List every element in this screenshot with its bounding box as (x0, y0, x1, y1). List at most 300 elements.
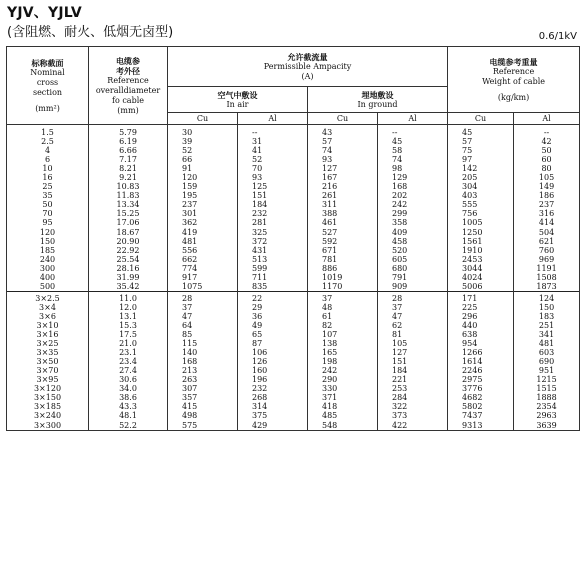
table-row (7, 291, 580, 303)
table-cell: 159 (168, 182, 238, 191)
table-cell: 1266 (448, 348, 514, 357)
table-cell: 50 (514, 146, 580, 155)
table-row (7, 237, 580, 246)
table-cell: 160 (238, 366, 308, 375)
table-cell: 58 (378, 146, 448, 155)
table-row (7, 264, 580, 273)
table-cell: 18.67 (89, 228, 168, 237)
table-cell: 2963 (514, 411, 580, 420)
table-cell: 304 (448, 182, 514, 191)
table-cell: 1005 (448, 218, 514, 227)
table-cell: -- (238, 125, 308, 138)
table-row (7, 402, 580, 411)
table-cell: 316 (514, 209, 580, 218)
table-cell: 138 (308, 339, 378, 348)
table-row (7, 282, 580, 292)
table-cell: 3×70 (7, 366, 89, 375)
table-cell: 3×120 (7, 384, 89, 393)
table-cell: 341 (514, 330, 580, 339)
table-cell: 1170 (308, 282, 378, 292)
table-cell: 221 (378, 375, 448, 384)
table-cell: 52 (238, 155, 308, 164)
table-cell: 41 (238, 146, 308, 155)
table-cell: 10 (7, 164, 89, 173)
table-cell: 917 (168, 273, 238, 282)
table-cell: 5802 (448, 402, 514, 411)
table-cell: 22.92 (89, 246, 168, 255)
table-cell: 91 (168, 164, 238, 173)
table-cell: 290 (308, 375, 378, 384)
table-cell: 2975 (448, 375, 514, 384)
table-cell: 168 (168, 357, 238, 366)
table-cell: 6 (7, 155, 89, 164)
table-cell: 120 (168, 173, 238, 182)
table-cell: 13.34 (89, 200, 168, 209)
table-cell: 781 (308, 255, 378, 264)
table-cell: 1075 (168, 282, 238, 292)
table-cell: 43.3 (89, 402, 168, 411)
table-cell: 196 (238, 375, 308, 384)
table-cell: 13.1 (89, 312, 168, 321)
table-cell: 6.19 (89, 137, 168, 146)
table-cell: 6.66 (89, 146, 168, 155)
table-cell: 42 (514, 137, 580, 146)
table-cell: 25.54 (89, 255, 168, 264)
table-cell: 39 (168, 137, 238, 146)
table-cell: 268 (238, 393, 308, 402)
header-section: 标称截面 Nominal cross section (mm²) (7, 47, 89, 125)
table-cell: 7.17 (89, 155, 168, 164)
table-row (7, 173, 580, 182)
table-cell: 330 (308, 384, 378, 393)
table-row (7, 303, 580, 312)
table-cell: 151 (378, 357, 448, 366)
table-cell: 50 (7, 200, 89, 209)
table-cell: 70 (238, 164, 308, 173)
table-cell: 184 (378, 366, 448, 375)
table-cell: 37 (308, 291, 378, 303)
table-cell: 15.3 (89, 321, 168, 330)
table-cell: 296 (448, 312, 514, 321)
table-row (7, 246, 580, 255)
table-cell: 93 (308, 155, 378, 164)
table-cell: 1.5 (7, 125, 89, 138)
table-cell: 2354 (514, 402, 580, 411)
table-cell: 592 (308, 237, 378, 246)
header-ampacity: 允许截流量 Permissible Ampacity (A) (168, 47, 448, 87)
table-cell: 62 (378, 321, 448, 330)
table-cell: 186 (514, 191, 580, 200)
table-cell: 15.25 (89, 209, 168, 218)
table-cell: 202 (378, 191, 448, 200)
table-cell: 22 (238, 291, 308, 303)
table-cell: 25 (7, 182, 89, 191)
table-cell: 81 (378, 330, 448, 339)
table-cell: 216 (308, 182, 378, 191)
table-cell: 150 (7, 237, 89, 246)
table-cell: 3044 (448, 264, 514, 273)
table-cell: 357 (168, 393, 238, 402)
table-cell: 403 (448, 191, 514, 200)
table-cell: 95 (7, 218, 89, 227)
table-row (7, 155, 580, 164)
table-cell: 28 (168, 291, 238, 303)
table-row (7, 218, 580, 227)
table-cell: 951 (514, 366, 580, 375)
table-cell: 690 (514, 357, 580, 366)
table-cell: 388 (308, 209, 378, 218)
table-cell: 93 (238, 173, 308, 182)
table-cell: 251 (514, 321, 580, 330)
table-cell: 48 (308, 303, 378, 312)
table-cell: 498 (168, 411, 238, 420)
table-cell: 127 (378, 348, 448, 357)
table-cell: 237 (514, 200, 580, 209)
table-cell: 66 (168, 155, 238, 164)
table-row (7, 200, 580, 209)
table-cell: 400 (7, 273, 89, 282)
table-cell: 835 (238, 282, 308, 292)
table-cell: 599 (238, 264, 308, 273)
table-cell: 232 (238, 384, 308, 393)
table-cell: 3×25 (7, 339, 89, 348)
table-cell: 461 (308, 218, 378, 227)
table-cell: 107 (308, 330, 378, 339)
table-cell: 31 (238, 137, 308, 146)
table-row (7, 228, 580, 237)
table-cell: 7437 (448, 411, 514, 420)
table-cell: 325 (238, 228, 308, 237)
table-cell: 23.4 (89, 357, 168, 366)
table-cell: 17.5 (89, 330, 168, 339)
table-cell: 1873 (514, 282, 580, 292)
table-cell: 165 (308, 348, 378, 357)
table-cell: 485 (308, 411, 378, 420)
table-cell: 195 (168, 191, 238, 200)
table-cell: 38.6 (89, 393, 168, 402)
table-cell: 125 (238, 182, 308, 191)
header-air-al: Al (238, 113, 308, 125)
table-cell: 3×2.5 (7, 291, 89, 303)
table-cell: 127 (308, 164, 378, 173)
table-row (7, 366, 580, 375)
table-cell: 3×6 (7, 312, 89, 321)
table-cell: 284 (378, 393, 448, 402)
table-cell: 240 (7, 255, 89, 264)
table-cell: 4682 (448, 393, 514, 402)
table-cell: 30 (168, 125, 238, 138)
voltage-rating: 0.6/1kV (538, 31, 577, 42)
table-cell: 1614 (448, 357, 514, 366)
table-row (7, 348, 580, 357)
table-cell: 11.83 (89, 191, 168, 200)
table-cell: 375 (238, 411, 308, 420)
table-cell: 711 (238, 273, 308, 282)
table-cell: 440 (448, 321, 514, 330)
table-cell: 106 (238, 348, 308, 357)
table-cell: 57 (448, 137, 514, 146)
table-cell: 20.90 (89, 237, 168, 246)
table-cell: -- (378, 125, 448, 138)
table-cell: 409 (378, 228, 448, 237)
table-cell: 12.0 (89, 303, 168, 312)
table-cell: 556 (168, 246, 238, 255)
table-cell: 48.1 (89, 411, 168, 420)
table-cell: 418 (308, 402, 378, 411)
header-weight-cu: Cu (448, 113, 514, 125)
table-cell: 115 (168, 339, 238, 348)
table-cell: 74 (308, 146, 378, 155)
table-cell: 168 (378, 182, 448, 191)
table-cell: 504 (514, 228, 580, 237)
table-cell: 1019 (308, 273, 378, 282)
table-cell: 75 (448, 146, 514, 155)
table-cell: 52.2 (89, 421, 168, 431)
table-row (7, 312, 580, 321)
table-cell: 621 (514, 237, 580, 246)
table-cell: 1561 (448, 237, 514, 246)
table-cell: 140 (168, 348, 238, 357)
table-row (7, 411, 580, 420)
table-cell: 1191 (514, 264, 580, 273)
table-row (7, 393, 580, 402)
table-cell: 98 (378, 164, 448, 173)
table-cell: 3×10 (7, 321, 89, 330)
table-cell: 232 (238, 209, 308, 218)
table-cell: 301 (168, 209, 238, 218)
table-cell: 213 (168, 366, 238, 375)
table-cell: 605 (378, 255, 448, 264)
table-cell: 527 (308, 228, 378, 237)
table-cell: 419 (168, 228, 238, 237)
table-cell: 253 (378, 384, 448, 393)
table-cell: 82 (308, 321, 378, 330)
table-cell: 791 (378, 273, 448, 282)
table-row (7, 375, 580, 384)
table-cell: 97 (448, 155, 514, 164)
header-in-air: 空气中敷设 In air (168, 87, 308, 113)
table-cell: 47 (168, 312, 238, 321)
table-cell: 2246 (448, 366, 514, 375)
table-cell: 237 (168, 200, 238, 209)
table-row (7, 357, 580, 366)
cable-spec-table (6, 46, 580, 431)
table-cell: 311 (308, 200, 378, 209)
table-cell: 1888 (514, 393, 580, 402)
table-cell: 431 (238, 246, 308, 255)
table-cell: 671 (308, 246, 378, 255)
table-cell: 481 (514, 339, 580, 348)
table-cell: 307 (168, 384, 238, 393)
table-cell: 184 (238, 200, 308, 209)
table-cell: 36 (238, 312, 308, 321)
table-cell: 11.0 (89, 291, 168, 303)
table-row (7, 255, 580, 264)
table-cell: 774 (168, 264, 238, 273)
table-cell: 2.5 (7, 137, 89, 146)
table-row (7, 339, 580, 348)
table-cell: 2453 (448, 255, 514, 264)
table-cell: 555 (448, 200, 514, 209)
table-cell: 638 (448, 330, 514, 339)
table-cell: 183 (514, 312, 580, 321)
table-cell: 150 (514, 303, 580, 312)
table-cell: 429 (238, 421, 308, 431)
table-cell: 281 (238, 218, 308, 227)
table-cell: 1508 (514, 273, 580, 282)
table-cell: 61 (308, 312, 378, 321)
table-cell: 261 (308, 191, 378, 200)
table-cell: 16 (7, 173, 89, 182)
table-cell: 85 (168, 330, 238, 339)
table-cell: 28 (378, 291, 448, 303)
header-air-cu: Cu (168, 113, 238, 125)
table-cell: 422 (378, 421, 448, 431)
table-cell: 43 (308, 125, 378, 138)
table-row (7, 384, 580, 393)
table-cell: 171 (448, 291, 514, 303)
table-cell: 242 (378, 200, 448, 209)
table-cell: 760 (514, 246, 580, 255)
table-cell: -- (514, 125, 580, 138)
table-cell: 371 (308, 393, 378, 402)
table-cell: 299 (378, 209, 448, 218)
table-row (7, 421, 580, 431)
table-cell: 3×185 (7, 402, 89, 411)
table-cell: 17.06 (89, 218, 168, 227)
table-cell: 242 (308, 366, 378, 375)
table-cell: 8.21 (89, 164, 168, 173)
table-cell: 124 (514, 291, 580, 303)
header-ground-al: Al (378, 113, 448, 125)
table-cell: 414 (514, 218, 580, 227)
table-cell: 322 (378, 402, 448, 411)
page-title: YJV、YJLV (7, 5, 82, 21)
table-cell: 225 (448, 303, 514, 312)
table-cell: 37 (378, 303, 448, 312)
table-cell: 205 (448, 173, 514, 182)
table-cell: 969 (514, 255, 580, 264)
table-cell: 198 (308, 357, 378, 366)
table-cell: 74 (378, 155, 448, 164)
table-cell: 5.79 (89, 125, 168, 138)
table-cell: 372 (238, 237, 308, 246)
table-row (7, 182, 580, 191)
table-cell: 185 (7, 246, 89, 255)
table-cell: 45 (448, 125, 514, 138)
table-cell: 28.16 (89, 264, 168, 273)
table-cell: 167 (308, 173, 378, 182)
table-cell: 314 (238, 402, 308, 411)
table-cell: 80 (514, 164, 580, 173)
header-diameter: 电缆参 考外径 Reference overalldiameter fo cable (mm) (89, 47, 168, 125)
table-cell: 105 (514, 173, 580, 182)
table-cell: 126 (238, 357, 308, 366)
table-cell: 3×50 (7, 357, 89, 366)
table-cell: 1215 (514, 375, 580, 384)
table-cell: 35 (7, 191, 89, 200)
table-cell: 5006 (448, 282, 514, 292)
table-cell: 603 (514, 348, 580, 357)
table-cell: 151 (238, 191, 308, 200)
table-cell: 362 (168, 218, 238, 227)
table-row (7, 273, 580, 282)
table-cell: 47 (378, 312, 448, 321)
table-cell: 954 (448, 339, 514, 348)
table-cell: 87 (238, 339, 308, 348)
header-in-ground: 埋地敷设 In ground (308, 87, 448, 113)
table-cell: 3×4 (7, 303, 89, 312)
table-cell: 3×150 (7, 393, 89, 402)
table-cell: 415 (168, 402, 238, 411)
table-cell: 680 (378, 264, 448, 273)
table-row (7, 146, 580, 155)
table-cell: 120 (7, 228, 89, 237)
table-cell: 70 (7, 209, 89, 218)
table-cell: 1910 (448, 246, 514, 255)
table-cell: 500 (7, 282, 89, 292)
page-subtitle: (含阻燃、耐火、低烟无卤型) (7, 25, 174, 40)
table-cell: 10.83 (89, 182, 168, 191)
table-cell: 29 (238, 303, 308, 312)
table-cell: 37 (168, 303, 238, 312)
table-cell: 3776 (448, 384, 514, 393)
table-cell: 458 (378, 237, 448, 246)
table-cell: 358 (378, 218, 448, 227)
table-row (7, 209, 580, 218)
header-weight-al: Al (514, 113, 580, 125)
table-cell: 45 (378, 137, 448, 146)
table-row (7, 125, 580, 138)
table-cell: 662 (168, 255, 238, 264)
table-cell: 9.21 (89, 173, 168, 182)
table-cell: 129 (378, 173, 448, 182)
header-ground-cu: Cu (308, 113, 378, 125)
table-row (7, 191, 580, 200)
table-cell: 60 (514, 155, 580, 164)
table-cell: 513 (238, 255, 308, 264)
table-cell: 1250 (448, 228, 514, 237)
table-cell: 3×35 (7, 348, 89, 357)
table-cell: 105 (378, 339, 448, 348)
table-row (7, 164, 580, 173)
table-cell: 520 (378, 246, 448, 255)
table-cell: 909 (378, 282, 448, 292)
table-cell: 3×95 (7, 375, 89, 384)
table-cell: 3×16 (7, 330, 89, 339)
table-cell: 30.6 (89, 375, 168, 384)
table-cell: 548 (308, 421, 378, 431)
table-cell: 300 (7, 264, 89, 273)
table-cell: 34.0 (89, 384, 168, 393)
table-cell: 1515 (514, 384, 580, 393)
table-cell: 31.99 (89, 273, 168, 282)
table-cell: 373 (378, 411, 448, 420)
table-cell: 65 (238, 330, 308, 339)
table-row (7, 321, 580, 330)
table-cell: 142 (448, 164, 514, 173)
table-cell: 52 (168, 146, 238, 155)
table-cell: 756 (448, 209, 514, 218)
table-cell: 9313 (448, 421, 514, 431)
table-cell: 27.4 (89, 366, 168, 375)
table-row (7, 137, 580, 146)
table-row (7, 330, 580, 339)
table-cell: 57 (308, 137, 378, 146)
table-cell: 149 (514, 182, 580, 191)
table-body (7, 125, 580, 431)
table-cell: 3639 (514, 421, 580, 431)
